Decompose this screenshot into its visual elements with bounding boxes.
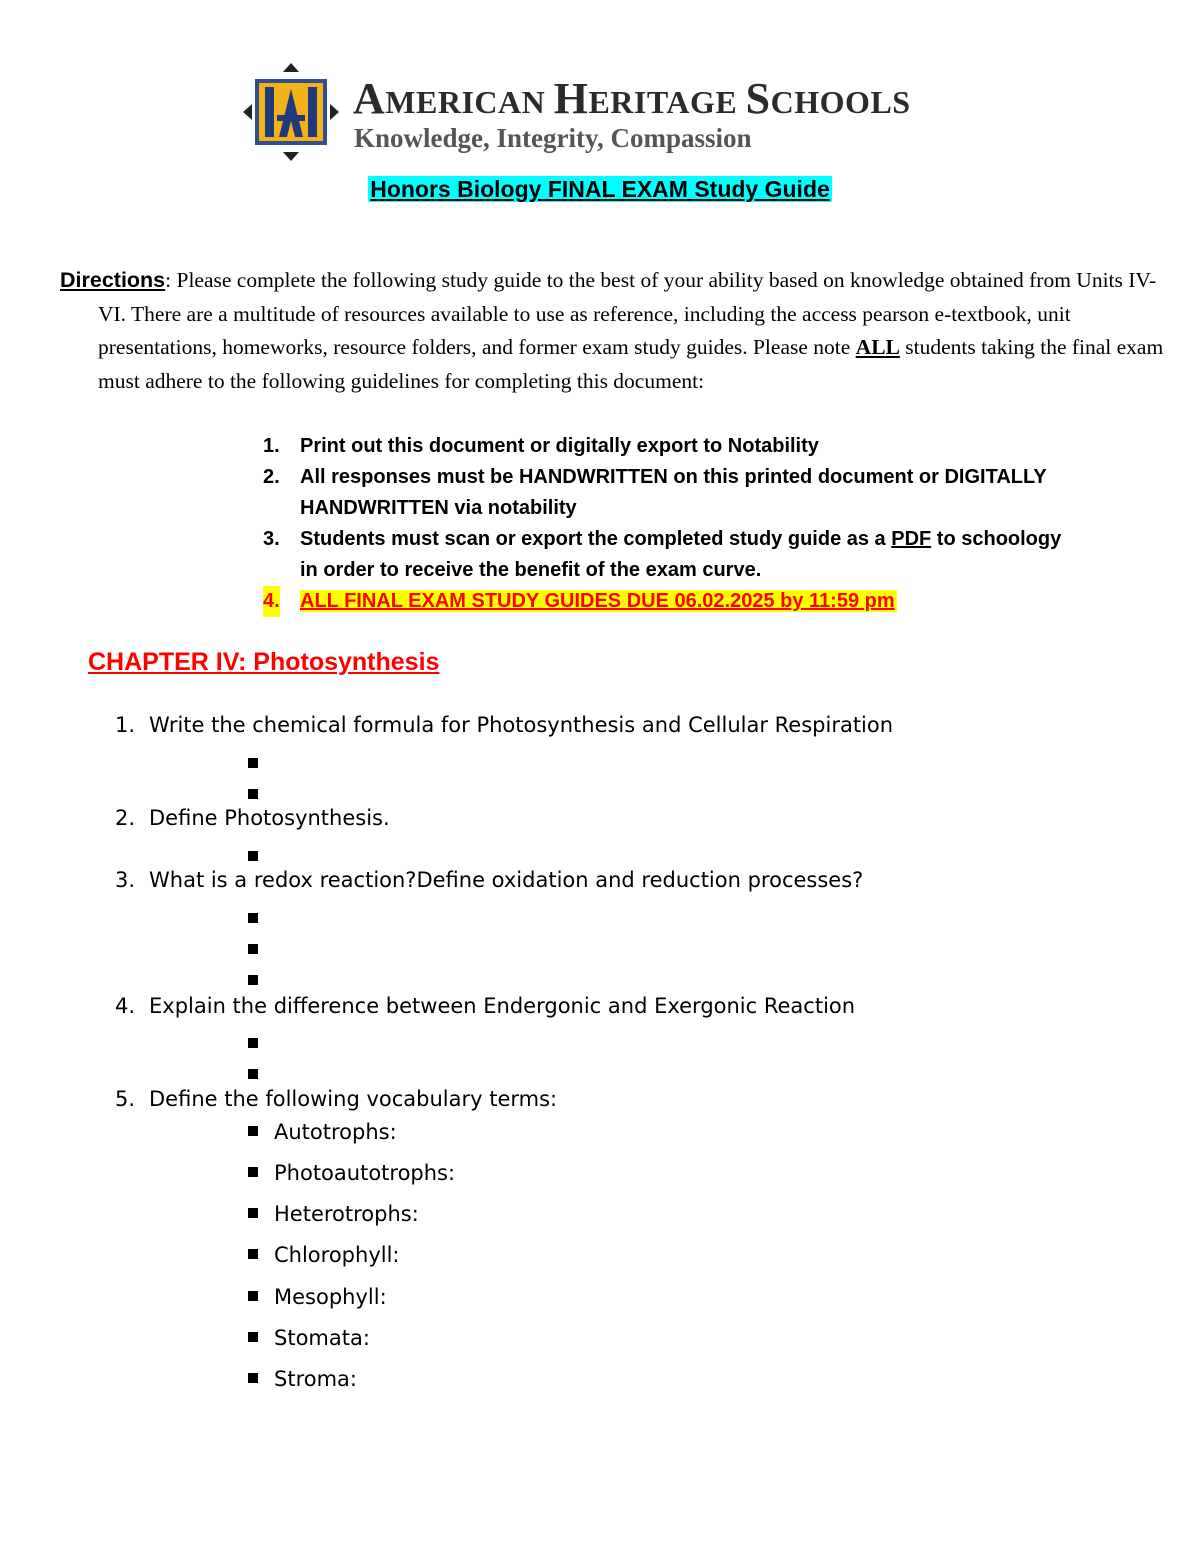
school-logo xyxy=(243,63,983,163)
vocab-term xyxy=(248,1326,370,1350)
guideline-number: 4. xyxy=(263,586,280,617)
guideline-item xyxy=(263,462,1083,524)
pdf-link[interactable]: PDF xyxy=(891,528,932,550)
school-name: AMERICAN HERITAGE SCHOOLS xyxy=(353,74,911,123)
directions-paragraph xyxy=(60,264,1183,398)
square-bullet-icon xyxy=(248,1291,258,1301)
answer-bullet xyxy=(248,845,274,869)
guideline-number: 2. xyxy=(263,466,280,488)
question-number: 4. xyxy=(115,994,136,1018)
question-item xyxy=(115,868,863,892)
question-text: Define Photosynthesis. xyxy=(149,806,390,830)
guideline-text: Print out this document or digitally export to Notability xyxy=(300,435,819,457)
square-bullet-icon xyxy=(248,1332,258,1342)
chapter-heading: CHAPTER IV: Photosynthesis xyxy=(88,648,440,676)
guideline-item xyxy=(263,431,1083,462)
directions-text-1: : Please complete the following study guide to the best of your ability based on knowledge obtained from Units IV-VI. There are a multitude of resources available to use as reference, including the access pearson e-textbook, unit presentations, homeworks, resource folders, and former exam study guides. Please note xyxy=(98,268,1157,359)
question-number: 2. xyxy=(115,806,136,830)
square-bullet-icon xyxy=(248,913,258,923)
guideline-text-cont: to schoology in order to receive the benefit of the exam curve. xyxy=(300,528,1062,581)
guideline-text: Students must scan or export the completed study guide as a xyxy=(300,528,892,550)
square-bullet-icon xyxy=(248,1167,258,1177)
question-item xyxy=(115,713,893,737)
square-bullet-icon xyxy=(248,1208,258,1218)
square-bullet-icon xyxy=(248,851,258,861)
vocab-term-text: Heterotrophs: xyxy=(274,1202,419,1226)
question-text: What is a redox reaction?Define oxidation and reduction processes? xyxy=(149,868,864,892)
square-bullet-icon xyxy=(248,1373,258,1383)
vocab-term xyxy=(248,1285,387,1309)
question-item xyxy=(115,806,390,830)
square-bullet-icon xyxy=(248,1069,258,1079)
question-number: 5. xyxy=(115,1087,136,1111)
vocab-term-text: Chlorophyll: xyxy=(274,1243,400,1267)
guidelines-list xyxy=(263,431,1083,617)
guideline-number: 3. xyxy=(263,528,280,550)
vocab-term xyxy=(248,1367,357,1391)
vocab-term-text: Stomata: xyxy=(274,1326,370,1350)
vocab-term xyxy=(248,1202,419,1226)
question-number: 1. xyxy=(115,713,136,737)
vocab-term-text: Mesophyll: xyxy=(274,1285,387,1309)
vocab-term-text: Autotrophs: xyxy=(274,1120,397,1144)
vocab-term xyxy=(248,1120,397,1144)
guideline-item-due-date xyxy=(263,586,1083,617)
square-bullet-icon xyxy=(248,789,258,799)
square-bullet-icon xyxy=(248,944,258,954)
question-number: 3. xyxy=(115,868,136,892)
school-crest-icon xyxy=(243,63,339,161)
due-date-text: ALL FINAL EXAM STUDY GUIDES DUE 06.02.2025 by 11:59 pm xyxy=(300,590,895,612)
document-title-text: Honors Biology FINAL EXAM Study Guide xyxy=(370,176,830,202)
vocab-term xyxy=(248,1161,455,1185)
question-text: Write the chemical formula for Photosynthesis and Cellular Respiration xyxy=(149,713,894,737)
document-title xyxy=(0,176,1200,203)
guideline-text: All responses must be HANDWRITTEN on this printed document or DIGITALLY HANDWRITTEN via notability xyxy=(300,466,1047,519)
square-bullet-icon xyxy=(248,975,258,985)
square-bullet-icon xyxy=(248,1249,258,1259)
square-bullet-icon xyxy=(248,758,258,768)
guideline-number: 1. xyxy=(263,435,280,457)
directions-label: Directions xyxy=(60,268,166,292)
directions-text-2: students taking the final exam must adhere to the following guidelines for completing this document: xyxy=(98,335,1164,393)
answer-bullet xyxy=(248,969,274,993)
question-item xyxy=(115,994,855,1018)
question-text: Explain the difference between Endergonic and Exergonic Reaction xyxy=(149,994,856,1018)
answer-bullet xyxy=(248,938,274,962)
answer-bullet xyxy=(248,907,274,931)
question-text: Define the following vocabulary terms: xyxy=(149,1087,558,1111)
answer-bullet xyxy=(248,1063,274,1087)
answer-bullet xyxy=(248,1032,274,1056)
vocab-term-text: Stroma: xyxy=(274,1367,357,1391)
directions-emphasis: ALL xyxy=(855,335,900,359)
vocab-term-text: Photoautotrophs: xyxy=(274,1161,456,1185)
answer-bullet xyxy=(248,752,274,776)
answer-bullet xyxy=(248,783,274,807)
guideline-item xyxy=(263,524,1083,586)
school-tagline: Knowledge, Integrity, Compassion xyxy=(354,123,752,153)
vocab-term xyxy=(248,1243,400,1267)
question-item xyxy=(115,1087,557,1111)
square-bullet-icon xyxy=(248,1038,258,1048)
square-bullet-icon xyxy=(248,1126,258,1136)
